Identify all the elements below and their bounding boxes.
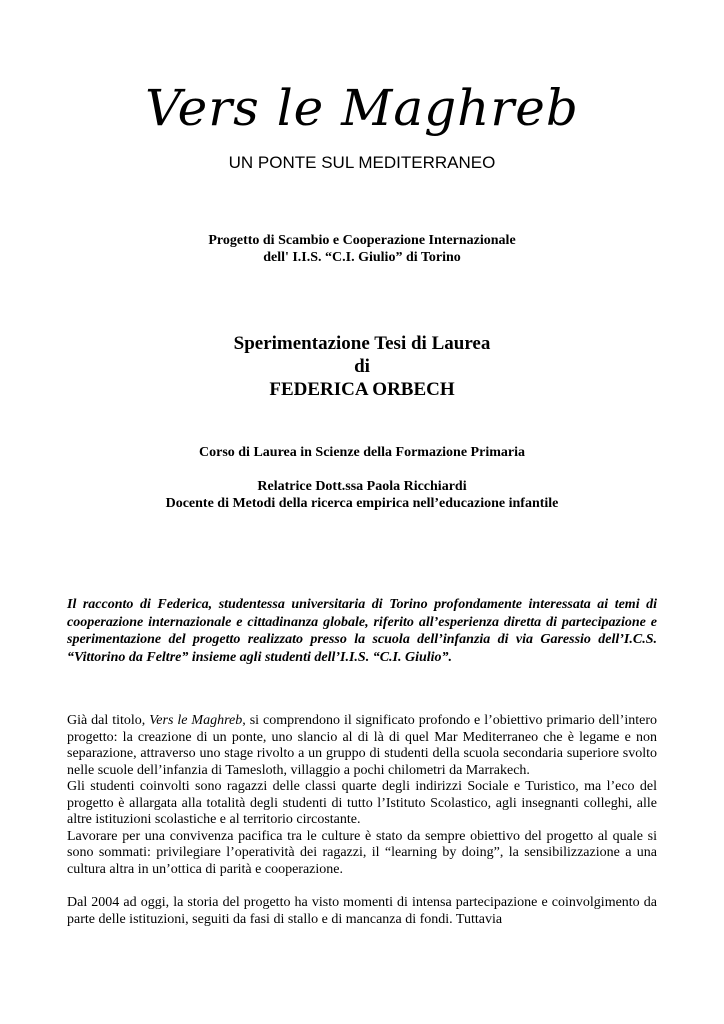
body-paragraph-3: Lavorare per una convivenza pacifica tra le culture è stato da sempre obiettivo del progetto al quale si sono sommati: privilegiare l’operatività dei ragazzi, il “learning by doing”, la sensibilizzazione a una cultura altra in un’ottica di parità e cooperazione.: [67, 828, 657, 877]
supervisor-name: Relatrice Dott.ssa Paola Ricchiardi: [257, 479, 467, 494]
project-line-2: dell' I.I.S. “C.I. Giulio” di Torino: [263, 250, 461, 265]
intro-paragraph: Il racconto di Federica, studentessa universitaria di Torino profondamente interessata ai temi di cooperazione internazionale e cittadinanza globale, riferito all’esperienza diretta di partecipazione e sperimentazione del progetto realizzato presso la scuola dell’infanzia di via Garessio dell’I.C.S. “Vittorino da Feltre” insieme agli studenti dell’I.I.S. “C.I. Giulio”.: [67, 597, 657, 665]
project-line-1: Progetto di Scambio e Cooperazione Internazionale: [208, 233, 516, 248]
body-p1-title: Vers le Maghreb: [149, 713, 243, 728]
body-p1-start: Già dal titolo,: [67, 713, 150, 728]
body-paragraph-2: Gli studenti coinvolti sono ragazzi delle classi quarte degli indirizzi Sociale e Turistico, ma l’eco del progetto è allargata alla totalità degli studenti di tutto l’Istituto Scolastico, agli insegnanti colleghi, alle altre istituzioni scolastiche e al territorio circostante.: [67, 779, 657, 827]
course-name: Corso di Laurea in Scienze della Formazione Primaria: [199, 445, 525, 460]
thesis-author: FEDERICA ORBECH: [269, 379, 455, 400]
body-p1-end: , si comprendono il significato profondo e l’obiettivo primario dell’intero progetto: la creazione di un ponte, uno slancio al di là di quel Mar Mediterraneo che è legame e non separazione, attraverso uno stage rivolto a un gruppo di studenti della scuola secondaria superiore svolto nelle scuole dell’infanzia di Tamesloth, villaggio a pochi chilometri da Marrakech.: [67, 713, 657, 778]
logo-title: Vers le Maghreb: [145, 79, 579, 137]
body-text: [67, 713, 657, 928]
supervisor-role: Docente di Metodi della ricerca empirica nell’educazione infantile: [165, 496, 559, 511]
project-info: [0, 232, 724, 266]
thesis-line-2: di: [354, 356, 370, 377]
document-subtitle: UN PONTE SUL MEDITERRANEO: [228, 153, 496, 172]
thesis-line-1: Sperimentazione Tesi di Laurea: [233, 333, 491, 354]
body-paragraph-4: Dal 2004 ad oggi, la storia del progetto ha visto momenti di intensa partecipazione e coinvolgimento da parte delle istituzioni, seguiti da fasi di stallo e di mancanza di fondi. Tuttavia: [67, 895, 657, 927]
thesis-heading: [0, 332, 724, 401]
supervisor-info: [0, 478, 724, 512]
body-paragraph-1: [67, 713, 657, 779]
